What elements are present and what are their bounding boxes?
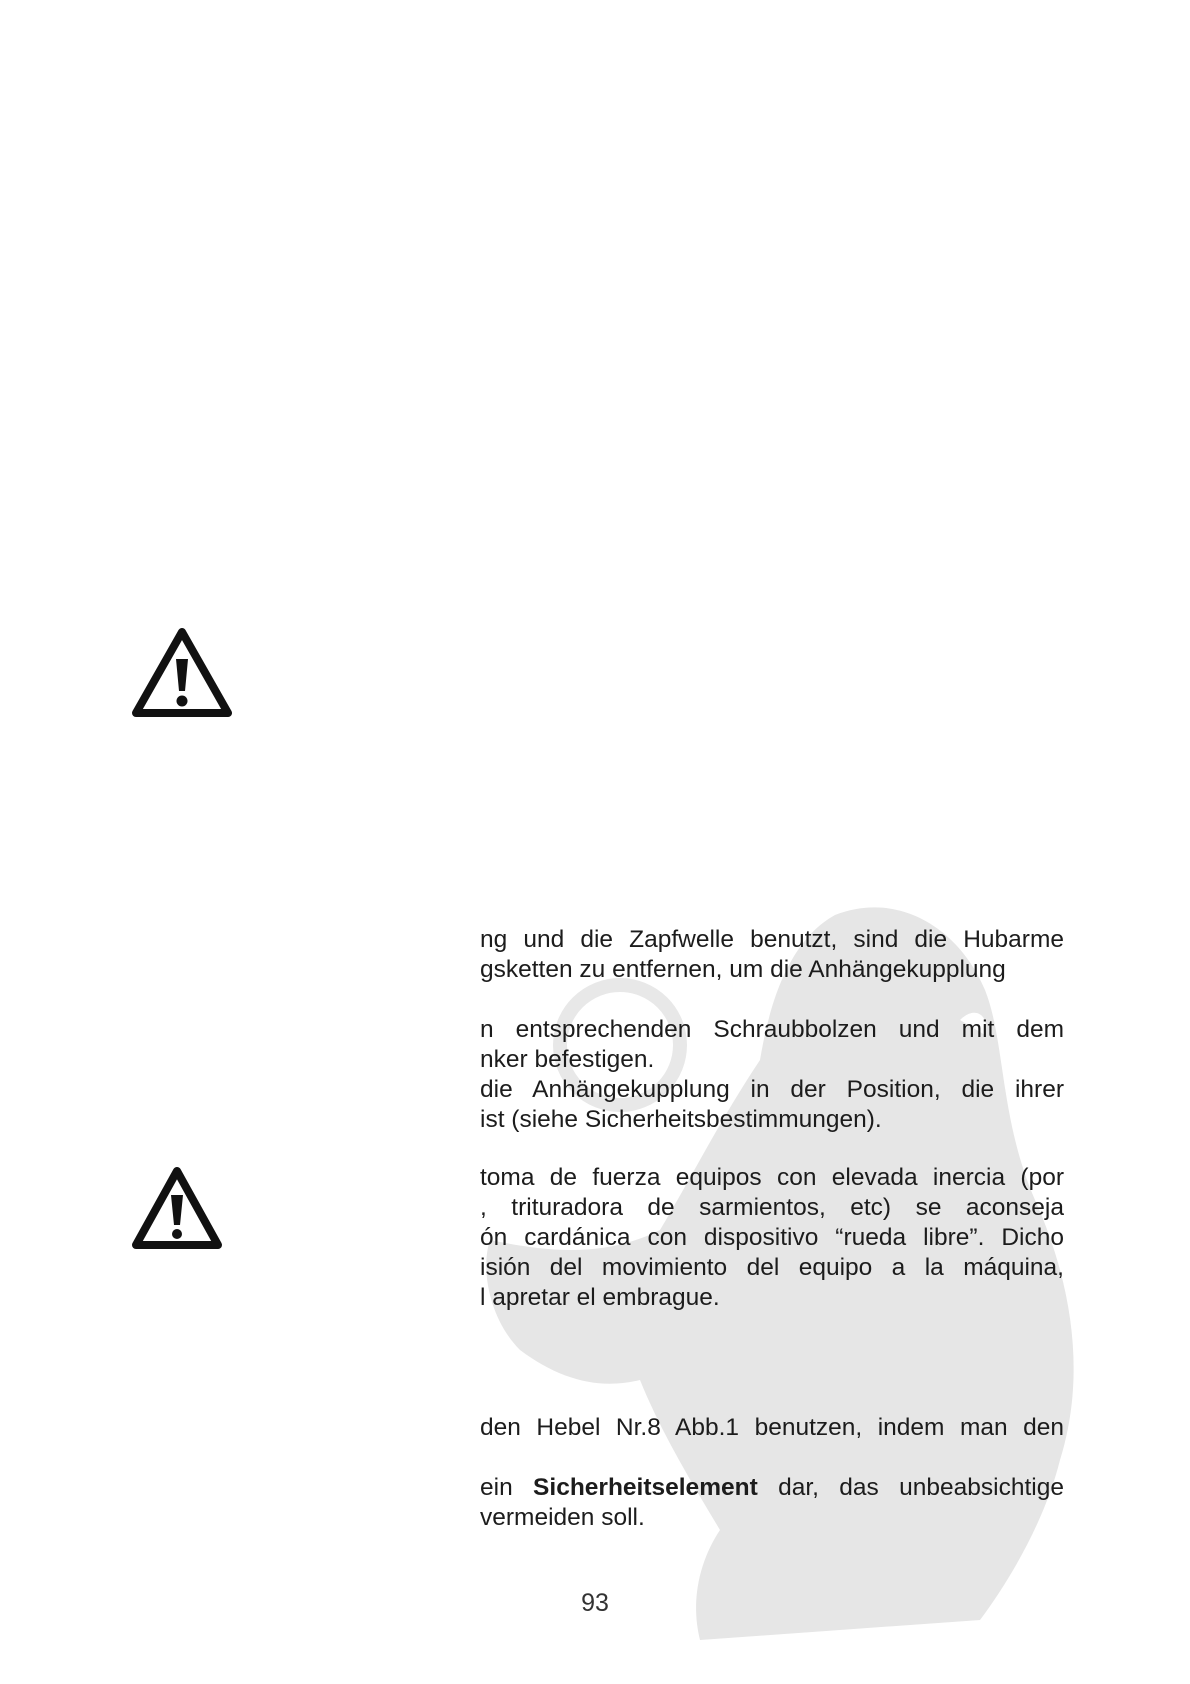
text-line: isión del movimiento del equipo a la máquina, <box>480 1254 1064 1281</box>
text-line: vermeiden soll. <box>480 1504 645 1531</box>
paragraph-hitch-fixing <box>480 1015 1064 1135</box>
warning-triangle-icon <box>130 1164 224 1252</box>
text-line <box>480 1473 1064 1503</box>
text-line: den Hebel Nr.8 Abb.1 benutzen, indem man den <box>480 1414 1064 1441</box>
paragraph-hitch-intro <box>480 925 1064 985</box>
text-line: toma de fuerza equipos con elevada inercia (por <box>480 1164 1064 1191</box>
paragraph-lever <box>480 1413 1064 1443</box>
text-run: dar, das unbeabsichtige <box>757 1474 1064 1501</box>
text-line: l apretar el embrague. <box>480 1284 720 1311</box>
paragraph-safety-element <box>480 1473 1064 1533</box>
bold-term: Sicherheitselement <box>533 1474 758 1501</box>
text-line: gsketten zu entfernen, um die Anhängekupplung <box>480 956 1006 983</box>
text-line: ng und die Zapfwelle benutzt, sind die Hubarme <box>480 926 1064 953</box>
text-line: die Anhängekupplung in der Position, die ihrer <box>480 1076 1064 1103</box>
text-line: , trituradora de sarmientos, etc) se aconseja <box>480 1194 1064 1221</box>
text-line: ist (siehe Sicherheitsbestimmungen). <box>480 1106 882 1133</box>
text-run: ein <box>480 1474 534 1501</box>
page-number: 93 <box>581 1589 609 1617</box>
paragraph-free-wheel-warning <box>480 1163 1064 1313</box>
text-line: nker befestigen. <box>480 1046 655 1073</box>
text-line: n entsprechenden Schraubbolzen und mit dem <box>480 1016 1064 1043</box>
text-line: ón cardánica con dispositivo “rueda libre”. Dicho <box>480 1224 1064 1251</box>
warning-triangle-icon <box>130 625 234 720</box>
